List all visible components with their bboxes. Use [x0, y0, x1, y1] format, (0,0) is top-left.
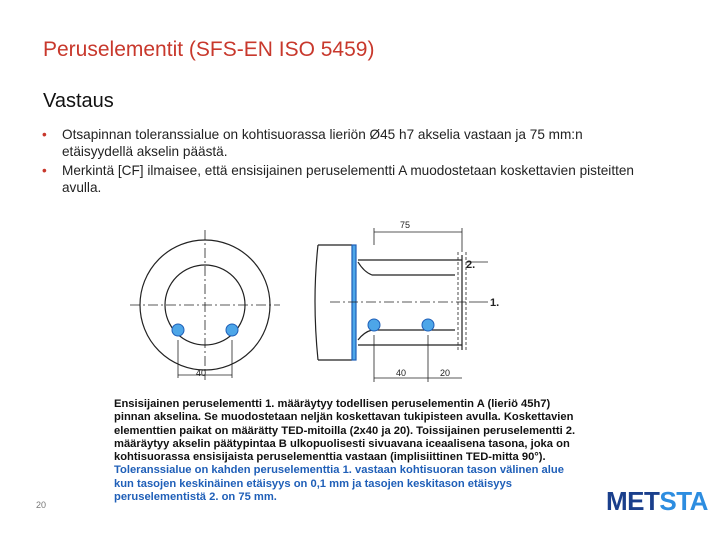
- logo-part-2: STA: [659, 486, 708, 516]
- datum-point: [226, 324, 238, 336]
- cross-section-view: [130, 230, 280, 380]
- break-line: [315, 245, 318, 360]
- datum-label-2: 2.: [466, 259, 476, 271]
- bullet-text: Merkintä [CF] ilmaisee, että ensisijainen peruselementti A muodostetaan koskettavien pisteitten avulla.: [62, 163, 634, 195]
- bullet-marker: •: [42, 163, 47, 178]
- dim-label: 40: [396, 368, 407, 378]
- slide-subtitle: Vastaus: [43, 90, 114, 112]
- bullet-text: Otsapinnan toleranssialue on kohtisuorassa lieriön Ø45 h7 akselia vastaan ja 75 mm:n etäisyydellä akselin päästä.: [62, 127, 583, 159]
- bullet-marker: •: [42, 127, 47, 142]
- dim-label: 20: [440, 368, 451, 378]
- datum-point: [172, 324, 184, 336]
- explanation-note: [114, 398, 584, 504]
- note-black-text: Ensisijainen peruselementti 1. määräytyy todellisen peruselementin A (lieriö 45h7) pinnan akselina. Se muodostetaan neljän koskettavan tukipisteen avulla. Koskettavien elementtien paikat on määrätty TED-mitoilla (2x40 ja 20). Toissijainen peruselementti 2. määräytyy akselin päätypintaa B ulkopuolisesti sivuavana iceaalisena tasona, joka on kohtisuorassa ensisijaista peruselementtia vastaan (implisiittinen TED-mitta 90°).: [114, 398, 576, 464]
- note-blue-text: Toleranssialue on kahden peruselementtia 1. vastaan kohtisuoran tason välinen alue kun tasojen keskinäinen etäisyys on 0,1 mm ja tasojen keskitason etäisyys peruselementistä 2. on 75 mm.: [114, 464, 564, 504]
- dim-label: 75: [400, 220, 411, 230]
- datum-point: [422, 319, 434, 331]
- datum-point: [368, 319, 380, 331]
- side-view: [315, 228, 488, 382]
- metsta-logo: [606, 486, 708, 517]
- shaft-fillet: [358, 262, 455, 275]
- datum-plane: [352, 245, 356, 360]
- datum-label-1: 1.: [490, 297, 500, 309]
- logo-part-1: MET: [606, 486, 660, 516]
- dim-label: 40: [196, 368, 207, 378]
- slide-title: Peruselementit (SFS-EN ISO 5459): [43, 38, 375, 61]
- shaft-fillet: [358, 330, 455, 340]
- page-number: 20: [36, 500, 47, 510]
